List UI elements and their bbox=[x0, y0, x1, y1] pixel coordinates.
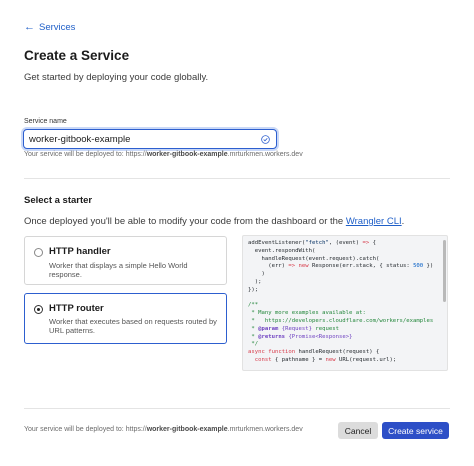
code-scrollbar[interactable] bbox=[443, 240, 446, 302]
deploy-url-prefix: Your service will be deployed to: https:// bbox=[24, 151, 147, 158]
section-divider bbox=[24, 178, 450, 179]
page-title: Create a Service bbox=[24, 48, 130, 63]
starter-option-title: HTTP router bbox=[49, 303, 104, 314]
deploy-url-subdomain: worker-gitbook-example bbox=[146, 151, 228, 158]
create-service-button[interactable]: Create service bbox=[382, 422, 449, 439]
footer-url-subdomain: worker-gitbook-example bbox=[146, 426, 228, 433]
starter-desc-period: . bbox=[401, 216, 405, 227]
back-link-label: Services bbox=[39, 21, 76, 33]
service-name-label: Service name bbox=[24, 118, 67, 125]
footer-divider bbox=[24, 408, 450, 409]
starter-section-desc bbox=[24, 216, 404, 227]
starter-option-title: HTTP handler bbox=[49, 246, 111, 257]
cancel-button[interactable]: Cancel bbox=[338, 422, 378, 439]
starter-option-desc: Worker that displays a simple Hello World response. bbox=[49, 261, 188, 279]
starter-desc-text: Once deployed you'll be able to modify your code from the dashboard or the bbox=[24, 216, 346, 227]
footer-url-suffix: .mrturkmen.workers.dev bbox=[227, 426, 303, 433]
starter-option-desc: Worker that executes based on requests routed by URL patterns. bbox=[49, 317, 217, 335]
starter-section-title: Select a starter bbox=[24, 195, 93, 206]
starter-option-http-handler[interactable] bbox=[24, 236, 227, 285]
starter-option-http-router[interactable] bbox=[24, 293, 227, 344]
code-preview-text: addEventListener("fetch", (event) => { event.respondWith( handleRequest(event.request).catch( (err) => new Response(err.stack, { status: 500 }) ) ); }); /** * Many more examples available at: * https://developers.cloudflare.com/workers/examples * @param {Request} request * @returns {Promise<Response>} */ async function handleRequest(request) { const { pathname } = new URL(request.url); bbox=[248, 240, 434, 363]
deploy-url-hint bbox=[24, 151, 303, 158]
code-preview[interactable] bbox=[242, 235, 448, 371]
radio-http-handler[interactable] bbox=[34, 248, 43, 257]
back-link-services[interactable] bbox=[24, 21, 75, 33]
check-circle-icon bbox=[261, 135, 270, 144]
footer-url-prefix: Your service will be deployed to: https:// bbox=[24, 426, 147, 433]
wrangler-cli-link[interactable]: Wrangler CLI bbox=[345, 216, 402, 227]
footer-deploy-url-hint bbox=[24, 426, 303, 433]
arrow-left-icon: ← bbox=[24, 21, 35, 33]
page-subtitle: Get started by deploying your code globally. bbox=[24, 72, 209, 83]
service-name-input[interactable] bbox=[29, 134, 261, 145]
radio-http-router[interactable] bbox=[34, 305, 43, 314]
deploy-url-suffix: .mrturkmen.workers.dev bbox=[227, 151, 303, 158]
service-name-field[interactable] bbox=[23, 129, 277, 149]
